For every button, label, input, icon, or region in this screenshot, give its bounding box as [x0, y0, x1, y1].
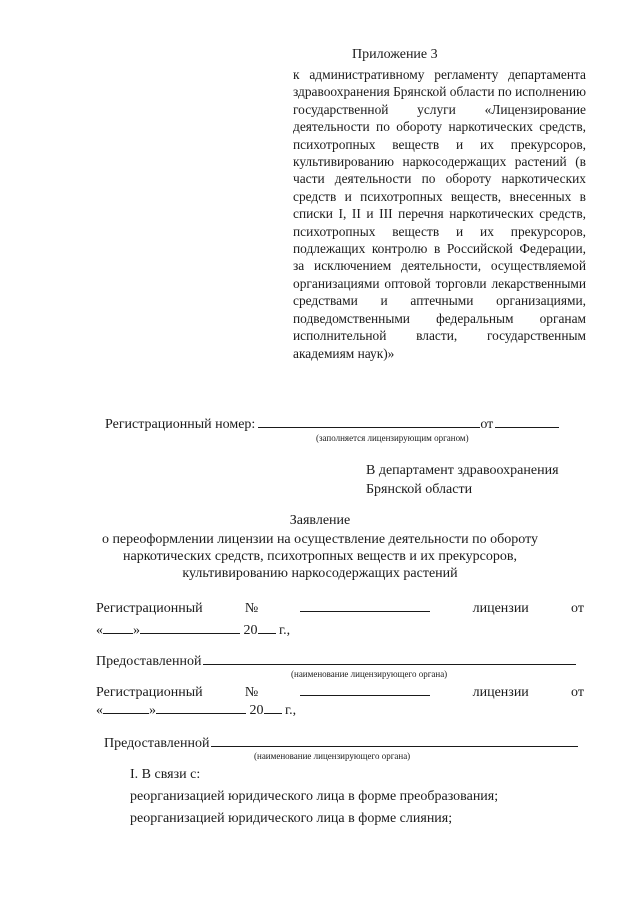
month-field-2[interactable] [156, 700, 246, 714]
reg-label-2: Регистрационный [96, 685, 203, 700]
reasons-intro: I. В связи с: [130, 767, 201, 782]
registration-from-label: от [480, 417, 494, 432]
license-row-2 [96, 682, 584, 701]
reason-item-2: реорганизацией юридического лица в форме слияния; [130, 811, 453, 826]
license-number-field-2[interactable] [300, 682, 430, 696]
registration-hint: (заполняется лицензирующим органом) [316, 433, 469, 443]
addressee [366, 461, 559, 499]
addressee-line-1: В департамент здравоохранения [366, 463, 559, 478]
registration-date-field[interactable] [495, 413, 559, 428]
quote-open-1: « [96, 623, 103, 638]
reg-label-1: Регистрационный [96, 601, 203, 616]
year-suffix-1: г., [279, 623, 291, 638]
from-label-2: от [571, 685, 584, 700]
statement-subtitle: о переоформлении лицензии на осуществление деятельности по обороту наркотических средств, психотропных веществ и их прекурсоров, культивированию наркосодержащих растений [101, 532, 539, 581]
license-label-2: лицензии [472, 685, 529, 700]
license-label-1: лицензии [472, 601, 529, 616]
number-sign-2: № [244, 685, 259, 700]
license-number-field-1[interactable] [300, 598, 430, 612]
registration-number-line [105, 413, 559, 433]
given-row-2 [104, 733, 578, 752]
given-label-2: Предоставленной [104, 736, 210, 751]
appendix-text: к административному регламенту департамента здравоохранения Брянской области по исполнению государственной услуги «Лицензирование деятельности по обороту наркотических средств, психотропных веществ и их прекурсоров, культивированию наркосодержащих растений (в части деятельности по обороту наркотических средств и психотропных веществ, внесенных в списки I, II и III перечня наркотических средств, психотропных веществ и их прекурсоров, подлежащих контролю в Российской Федерации, за исключением деятельности, осуществляемой организациями оптовой торговли лекарственными средствами и аптечными организациями, подведомственными федеральным органам исполнительной власти, государственным академиям наук)» [293, 67, 586, 361]
quote-close-2: » [149, 703, 156, 718]
month-field-1[interactable] [140, 620, 240, 634]
license-row-1 [96, 598, 584, 617]
registration-number-label: Регистрационный номер: [105, 417, 256, 432]
number-sign-1: № [244, 601, 259, 616]
year-prefix-1: 20 [243, 623, 258, 638]
licensing-authority-field-2[interactable] [211, 733, 578, 747]
given-hint-1: (наименование лицензирующего органа) [291, 669, 448, 679]
license-date-row-2 [96, 700, 296, 719]
day-field-1[interactable] [103, 620, 133, 634]
given-label-1: Предоставленной [96, 654, 202, 669]
quote-open-2: « [96, 703, 103, 718]
year-field-2[interactable] [264, 700, 282, 714]
year-suffix-2: г., [285, 703, 297, 718]
licensing-authority-field-1[interactable] [203, 651, 576, 665]
appendix-title: Приложение 3 [352, 47, 438, 62]
year-field-1[interactable] [258, 620, 276, 634]
given-row-1 [96, 651, 576, 670]
reason-item-1: реорганизацией юридического лица в форме преобразования; [130, 789, 499, 804]
reasons-list [130, 764, 498, 830]
from-label-1: от [571, 601, 584, 616]
given-hint-2: (наименование лицензирующего органа) [254, 751, 411, 761]
license-date-row-1 [96, 620, 290, 639]
registration-number-field[interactable] [258, 413, 480, 428]
statement-title: Заявление [289, 513, 351, 528]
quote-close-1: » [133, 623, 140, 638]
day-field-2[interactable] [103, 700, 149, 714]
addressee-line-2: Брянской области [366, 482, 473, 497]
year-prefix-2: 20 [249, 703, 264, 718]
